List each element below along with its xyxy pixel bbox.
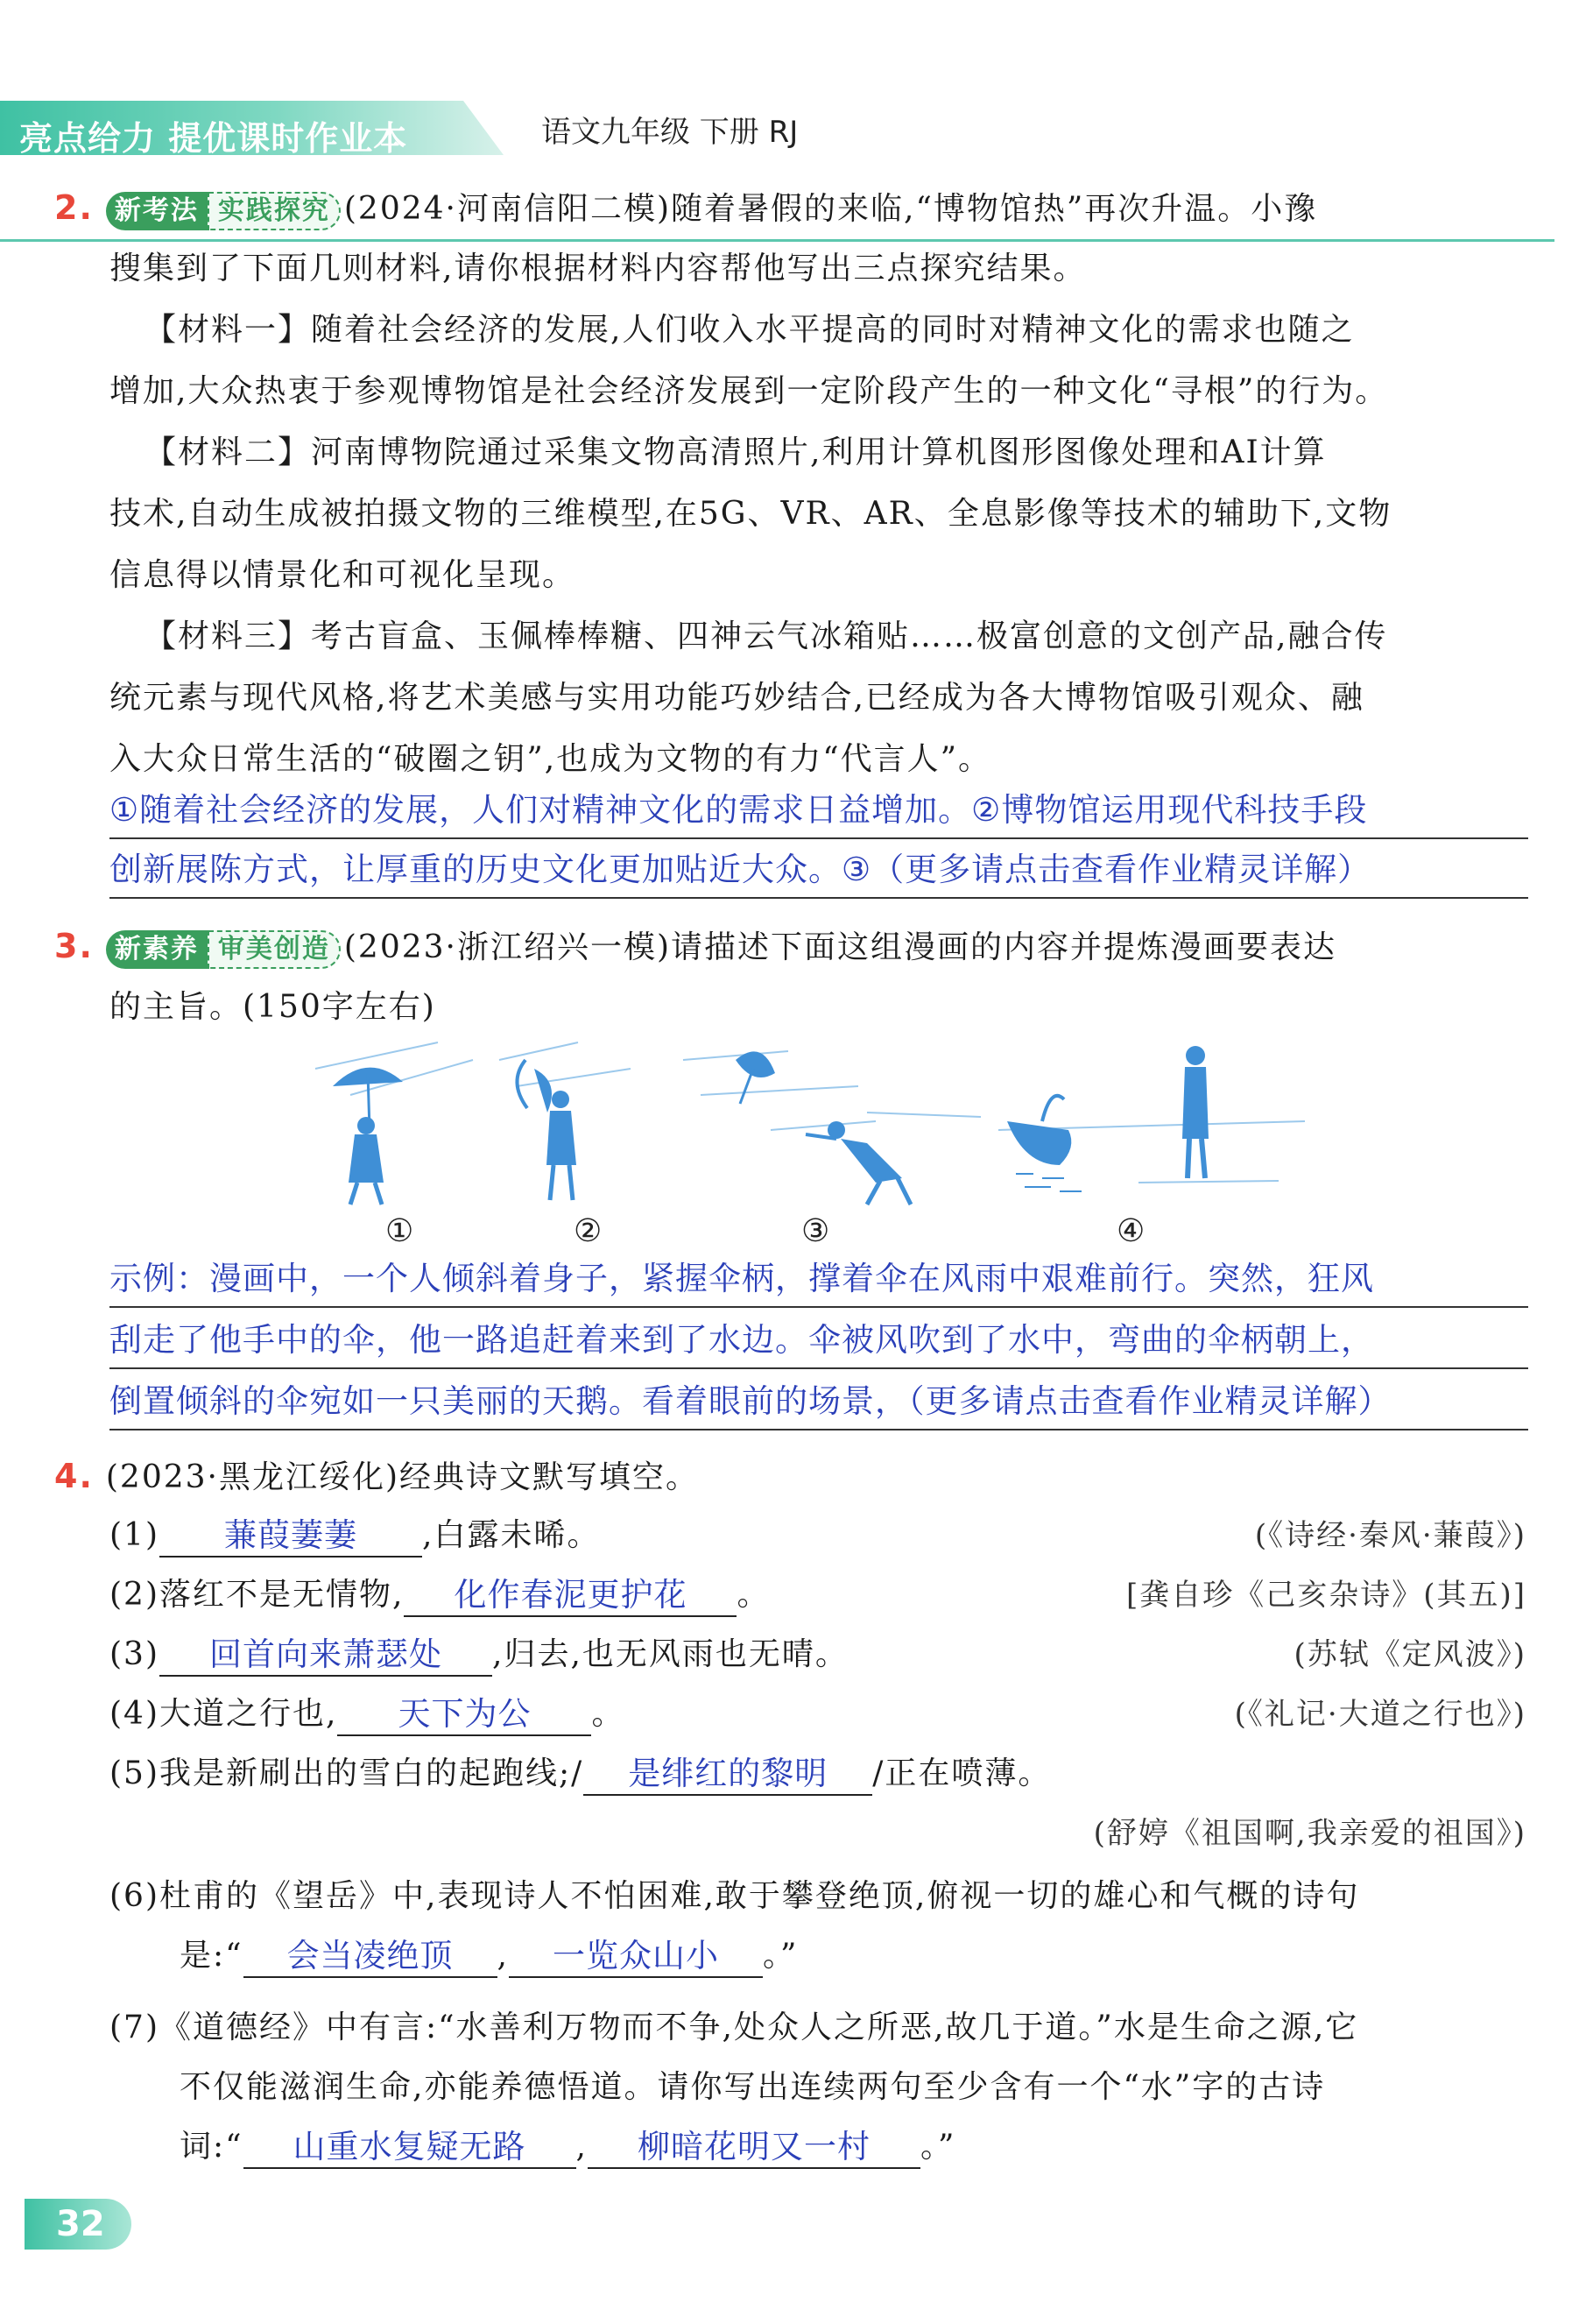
q4-item-7-blank-1: 山重水复疑无路: [243, 2127, 576, 2169]
comic-panel-2: [517, 1060, 576, 1200]
q2-material-1-line-2: 增加,大众热衷于参观博物馆是社会经济发展到一定阶段产生的一种文化“寻根”的行为。: [109, 373, 1389, 409]
q4-item-6-blank-2: 一览众山小: [509, 1936, 763, 1978]
q2-answer-line-1: ①随着社会经济的发展，人们对精神文化的需求日益增加。②博物馆运用现代科技手段: [109, 788, 1528, 839]
comic-caption-1: ①: [385, 1213, 414, 1249]
q2-line-1: [54, 186, 1317, 231]
q4-item-4: [109, 1692, 624, 1736]
q3-answer-line-3: 倒置倾斜的伞宛如一只美丽的天鹅。看着眼前的场景，（更多请点击查看作业精灵详解）: [109, 1380, 1528, 1430]
q4-item-4-no: (4): [109, 1696, 159, 1732]
q4-item-7-text: 《道德经》中有言:“水善利万物而不争,处众人之所恶,故几于道。”水是生命之源,它: [159, 2010, 1359, 2045]
q4-item-5-post: /正在喷薄。: [872, 1755, 1052, 1791]
q4-number: 4.: [54, 1457, 94, 1495]
q2-material-3-line-1: 【材料三】考古盲盒、玉佩棒棒糖、四神云气冰箱贴……极富创意的文创产品,融合传: [145, 618, 1388, 654]
q2-tag-a: 新考法: [106, 192, 208, 230]
q4-item-3-no: (3): [109, 1636, 159, 1672]
q2-material-2-line-2: 技术,自动生成被拍摄文物的三维模型,在5G、VR、AR、全息影像等技术的辅助下,文物: [109, 496, 1392, 532]
q4-item-1: [109, 1514, 600, 1558]
q4-item-6-text: 杜甫的《望岳》中,表现诗人不怕困难,敢于攀登绝顶,俯视一切的雄心和气概的诗句: [159, 1878, 1360, 1914]
comic-panel-4: [1007, 1046, 1279, 1191]
q3-number: 3.: [54, 927, 94, 965]
q4-item-6-blank-1: 会当凌绝顶: [243, 1936, 497, 1978]
q2-material-3-line-3: 入大众日常生活的“破圈之钥”,也成为文物的有力“代言人”。: [109, 741, 992, 777]
q4-item-3-blank: 回首向来萧瑟处: [159, 1635, 492, 1677]
comic-panel-1: [333, 1068, 403, 1204]
q4-item-2-post: 。: [737, 1577, 771, 1613]
q4-item-5-blank: 是绯红的黎明: [583, 1754, 872, 1796]
q2-material-2-line-1: 【材料二】河南博物院通过采集文物高清照片,利用计算机图形图像处理和AI计算: [145, 434, 1327, 470]
q4-item-5: [109, 1752, 1051, 1796]
q4-item-6-pre: 是:“: [180, 1938, 243, 1974]
q3-tag-a: 新素养: [106, 930, 208, 969]
q2-answer-line-2: 创新展陈方式，让厚重的历史文化更加贴近大众。③（更多请点击查看作业精灵详解）: [109, 848, 1528, 899]
q4-item-7-blank-2: 柳暗花明又一村: [588, 2127, 920, 2169]
comic-caption-2: ②: [574, 1213, 603, 1249]
q4-item-4-post: 。: [591, 1696, 625, 1732]
q4-item-2-source: [龚自珍《己亥杂诗》(其五)]: [1125, 1578, 1526, 1613]
q4-item-7-line-2: 不仅能滋润生命,亦能养德悟道。请你写出连续两句至少含有一个“水”字的古诗: [180, 2069, 1326, 2105]
q4-item-5-no: (5): [109, 1755, 159, 1791]
book-info: 语文九年级 下册 RJ: [541, 115, 799, 150]
q3-answer-line-1: 示例：漫画中，一个人倾斜着身子，紧握伞柄，撑着伞在风雨中艰难前行。突然，狂风: [109, 1257, 1528, 1308]
comic-illustration: [298, 1034, 1349, 1209]
q4-item-3-source: (苏轼《定风波》): [1294, 1637, 1526, 1672]
q2-tag-b: 实践探究: [208, 192, 341, 230]
q2-tag: [106, 192, 341, 230]
q3-text: (2023·浙江绍兴一模)请描述下面这组漫画的内容并提炼漫画要表达: [343, 929, 1337, 965]
q4-item-5-source: (舒婷《祖国啊,我亲爱的祖国》): [1093, 1816, 1526, 1851]
q2-material-1-line-1: 【材料一】随着社会经济的发展,人们收入水平提高的同时对精神文化的需求也随之: [145, 312, 1355, 348]
q2-material-3-line-2: 统元素与现代风格,将艺术美感与实用功能巧妙结合,已经成为各大博物馆吸引观众、融: [109, 680, 1364, 716]
q3-answer-line-2: 刮走了他手中的伞，他一路追赶着来到了水边。伞被风吹到了水中，弯曲的伞柄朝上，: [109, 1318, 1528, 1369]
q4-item-4-pre: 大道之行也,: [159, 1696, 338, 1732]
q4-item-6-no: (6): [109, 1878, 159, 1914]
q4-item-3: [109, 1633, 849, 1677]
q4-item-1-blank: 蒹葭萋萋: [159, 1515, 422, 1558]
q4-item-7-mid: ,: [575, 2129, 588, 2165]
q4-item-7-post: 。”: [920, 2129, 956, 2165]
q3-tag-b: 审美创造: [208, 930, 341, 969]
q2-line-2: 搜集到了下面几则材料,请你根据材料内容帮他写出三点探究结果。: [109, 251, 1087, 286]
q4-item-6-line-1: [109, 1875, 1359, 1918]
q4-item-6-line-2: [180, 1934, 798, 1978]
q2-text: (2024·河南信阳二模)随着暑假的来临,“博物馆热”再次升温。小豫: [343, 191, 1318, 227]
q4-item-1-source: (《诗经·秦风·蒹葭》): [1254, 1518, 1526, 1553]
q4-item-7-no: (7): [109, 2010, 159, 2045]
header-divider: [0, 239, 1554, 242]
q4-item-7-line-3: [180, 2125, 955, 2169]
comic-caption-3: ③: [801, 1213, 830, 1249]
q4-title-line: [54, 1454, 699, 1500]
q2-number: 2.: [54, 188, 94, 227]
q4-item-4-blank: 天下为公: [337, 1694, 591, 1736]
q4-title: (2023·黑龙江绥化)经典诗文默写填空。: [105, 1459, 700, 1495]
series-title: 亮点给力 提优课时作业本: [19, 119, 408, 158]
q3-line-1: [54, 924, 1336, 970]
q2-material-2-line-3: 信息得以情景化和可视化呈现。: [109, 557, 576, 593]
q3-tag: [106, 930, 341, 969]
q4-item-2-no: (2): [109, 1577, 159, 1613]
q4-item-7-line-1: [109, 2006, 1358, 2050]
q4-item-2-pre: 落红不是无情物,: [159, 1577, 405, 1613]
q4-item-2-blank: 化作春泥更护花: [404, 1575, 737, 1617]
page-header: [0, 92, 1579, 158]
q4-item-7-pre: 词:“: [180, 2129, 243, 2165]
q4-item-1-post: ,白露未晞。: [422, 1517, 601, 1553]
q4-item-1-no: (1): [109, 1517, 159, 1553]
q4-item-6-post: 。”: [763, 1938, 799, 1974]
q4-item-6-mid: ,: [497, 1938, 509, 1974]
comic-caption-4: ④: [1117, 1213, 1145, 1249]
page-number: 32: [25, 2199, 131, 2250]
q4-item-2: [109, 1573, 770, 1617]
q4-item-4-source: (《礼记·大道之行也》): [1234, 1697, 1526, 1732]
q3-line-2: 的主旨。(150字左右): [109, 989, 436, 1025]
q4-item-3-post: ,归去,也无风雨也无晴。: [492, 1636, 849, 1672]
q4-item-5-pre: 我是新刷出的雪白的起跑线;/: [159, 1755, 584, 1791]
comic-panel-3: [736, 1051, 911, 1204]
